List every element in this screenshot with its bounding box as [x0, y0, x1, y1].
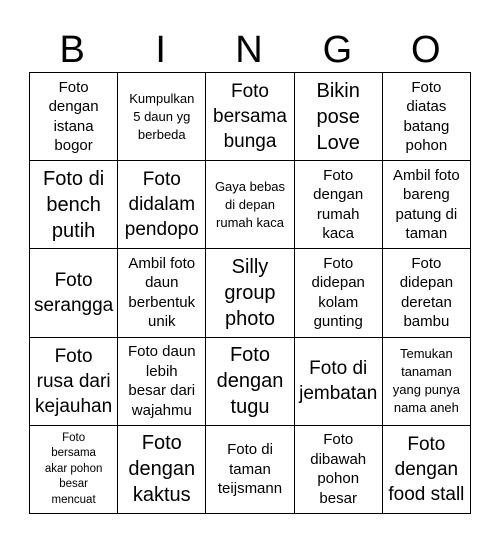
cell-text: Foto bersama akar pohon besar mencuat — [44, 431, 103, 506]
bingo-cell[interactable] — [295, 73, 383, 161]
bingo-grid — [29, 72, 471, 514]
header-letter-i: I — [155, 29, 168, 71]
bingo-cell[interactable] — [30, 426, 118, 514]
cell-text: Bikin pose Love — [316, 79, 360, 154]
cell-text: Temukan tanaman yang punya nama aneh — [392, 346, 460, 416]
bingo-cell[interactable] — [30, 338, 118, 426]
bingo-header — [29, 28, 471, 72]
bingo-cell[interactable] — [383, 426, 471, 514]
header-letter-o: O — [411, 29, 443, 71]
cell-text: Silly group photo — [224, 255, 276, 330]
cell-text: Foto dibawah pohon besar — [310, 431, 367, 507]
bingo-cell[interactable] — [383, 73, 471, 161]
bingo-cell[interactable] — [30, 249, 118, 337]
cell-text: Foto serangga — [33, 269, 114, 316]
bingo-cell[interactable] — [383, 338, 471, 426]
cell-text: Foto di taman teijsmann — [217, 441, 283, 498]
cell-text: Foto di bench putih — [43, 167, 105, 242]
bingo-cell[interactable] — [206, 249, 294, 337]
bingo-cell[interactable] — [118, 161, 206, 249]
bingo-cell[interactable] — [118, 338, 206, 426]
cell-text: Foto dengan tugu — [216, 344, 284, 419]
cell-text: Foto didalam pendopo — [124, 169, 199, 241]
cell-text: Gaya bebas di depan rumah kaca — [214, 178, 286, 230]
bingo-cell[interactable] — [118, 426, 206, 514]
bingo-cell[interactable] — [206, 161, 294, 249]
bingo-cell[interactable] — [30, 161, 118, 249]
bingo-cell[interactable] — [383, 249, 471, 337]
bingo-cell[interactable] — [118, 73, 206, 161]
cell-text: Ambil foto daun berbentuk unik — [128, 254, 196, 331]
cell-text: Foto daun lebih besar dari wajahmu — [128, 343, 196, 419]
cell-text: Foto rusa dari kejauhan — [35, 345, 113, 417]
cell-text: Foto diatas batang pohon — [403, 78, 450, 155]
bingo-cell[interactable] — [206, 338, 294, 426]
bingo-cell[interactable] — [118, 249, 206, 337]
bingo-cell[interactable] — [30, 73, 118, 161]
cell-text: Foto dengan rumah kaca — [313, 166, 364, 243]
cell-text: Foto dengan kaktus — [128, 432, 196, 507]
header-letter-g: G — [322, 29, 355, 71]
bingo-cell[interactable] — [295, 426, 383, 514]
cell-text: Kumpulkan 5 daun yg berbeda — [129, 90, 195, 142]
header-letter-n: N — [235, 29, 265, 71]
cell-text: Foto dengan food stall — [388, 433, 465, 505]
cell-text: Foto didepan kolam gunting — [311, 254, 365, 331]
bingo-cell[interactable] — [383, 161, 471, 249]
cell-text: Foto di jembatan — [299, 358, 378, 405]
bingo-cell[interactable] — [206, 73, 294, 161]
bingo-cell[interactable] — [295, 249, 383, 337]
header-letter-b: B — [59, 29, 87, 71]
cell-text: Foto didepan deretan bambu — [399, 254, 454, 331]
cell-text: Foto dengan istana bogor — [48, 78, 99, 155]
bingo-cell[interactable] — [206, 426, 294, 514]
bingo-cell[interactable] — [295, 161, 383, 249]
cell-text: Ambil foto bareng patung di taman — [393, 166, 460, 243]
bingo-cell[interactable] — [295, 338, 383, 426]
cell-text: Foto bersama bunga — [213, 81, 287, 153]
